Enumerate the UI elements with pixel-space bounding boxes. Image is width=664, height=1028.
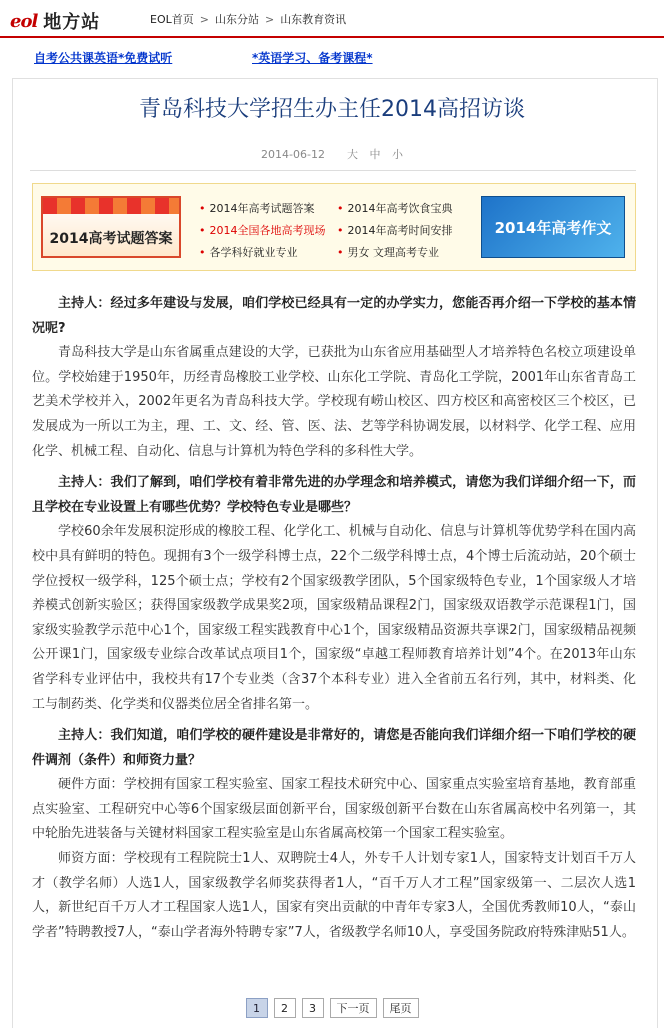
ad-link[interactable]: • 2014年高考试题答案 <box>199 202 315 215</box>
bullet-icon: • <box>199 202 206 215</box>
pagination <box>0 998 664 1018</box>
breadcrumb <box>150 11 346 27</box>
banner-stripe <box>43 198 179 214</box>
ad-box <box>32 183 636 271</box>
bullet-icon: • <box>337 246 344 259</box>
last-page-button[interactable]: 尾页 <box>383 998 419 1018</box>
question-paragraph: 主持人：我们了解到，咱们学校有着非常先进的办学理念和培养模式，请您为我们详细介绍一下，而且学校在专业设置上有哪些优势？学校特色专业是哪些？ <box>32 475 636 515</box>
page-3-button[interactable]: 3 <box>302 998 324 1018</box>
ad-link[interactable]: • 各学科好就业专业 <box>199 246 298 259</box>
font-size-medium[interactable]: 中 <box>369 148 381 161</box>
answer-paragraph: 学校60余年发展积淀形成的橡胶工程、化学化工、机械与自动化、信息与计算机等优势学科在国内高校中具有鲜明的特色。现拥有3个一级学科博士点，22个二级学科博士点，4个博士后流动站，20个硕士学位授权一级学科，125个硕士点；学校有2个国家级教学团队，5个国家级特色专业，1个国家级人才培养模式创新实验区；获得国家级教学成果奖2项，国家级精品课程2门，国家级双语教学示范课程1门，国家级实验教学示范中心1个，国家级工程实践教育中心1个，国家级精品资源共享课2门，国家级精品视频公开课1门，国家级专业综合改革试点项目1个，国家级“卓越工程师教育培养计划”4个。在2013年山东省学科专业评估中，我校共有17个专业类（含37个本科专业）进入全省前五名行列，其中，材料类、化工与制药类、化学类和仪器类位居全省排名第一。 <box>32 524 636 712</box>
next-page-button[interactable]: 下一页 <box>330 998 377 1018</box>
article-body <box>32 292 636 945</box>
promo-link-english[interactable]: 自考公共课英语*免费试听 <box>34 51 173 65</box>
bullet-icon: • <box>199 224 206 237</box>
breadcrumb-branch[interactable]: 山东分站 <box>214 13 259 26</box>
promo-bar <box>0 46 664 72</box>
logo-text: 地方站 <box>43 12 101 33</box>
ad-link[interactable]: • 2014年高考时间安排 <box>337 224 453 237</box>
site-header <box>0 0 664 38</box>
bullet-icon: • <box>337 224 344 237</box>
ad-banner-answers[interactable] <box>41 196 181 258</box>
ad-banner-essay[interactable] <box>481 196 625 258</box>
page-1-button[interactable]: 1 <box>246 998 268 1018</box>
chevron-right-icon: > <box>199 12 209 26</box>
site-logo[interactable] <box>10 8 100 34</box>
ad-link[interactable]: • 2014年高考饮食宝典 <box>337 202 453 215</box>
page-2-button[interactable]: 2 <box>274 998 296 1018</box>
font-size-small[interactable]: 小 <box>391 148 403 161</box>
ad-banner-essay-label: 2014年高考作文 <box>494 219 612 237</box>
answer-paragraph: 青岛科技大学是山东省属重点建设的大学，已获批为山东省应用基础型人才培养特色名校立项建设单位。学校始建于1950年，历经青岛橡胶工业学校、山东化工学院、青岛化工学院，2001年山东省青岛工艺美术学校并入，2002年更名为青岛科技大学。学校现有崂山校区、四方校区和高密校区三个校区，已发展成为一所以工为主，理、工、文、经、管、医、法、艺等学科协调发展，以材料学、化学工程、应用化学、机械工程、自动化、信息与计算机为特色学科的多科性大学。 <box>32 345 636 459</box>
answer-paragraph: 师资方面：学校现有工程院院士1人、双聘院士4人，外专千人计划专家1人，国家特支计划百千万人才（教学名师）人选1人，国家级教学名师奖获得者1人，“百千万人才工程”国家级第一、二层次人选1人，新世纪百千万人才工程国家人选1人，国家有突出贡献的中青年专家3人，全国优秀教师10人，“泰山学者”特聘教授7人，“泰山学者海外特聘专家”7人，省级教学名师10人，享受国务院政府特殊津贴51人。 <box>32 851 636 940</box>
ad-link[interactable]: • 男女 文理高考专业 <box>337 246 439 259</box>
article-title: 青岛科技大学招生办主任2014高招访谈 <box>139 97 525 122</box>
question-paragraph: 主持人：我们知道，咱们学校的硬件建设是非常好的，请您是否能向我们详细介绍一下咱们学校的硬件调剂（条件）和师资力量？ <box>32 728 636 768</box>
ad-banner-answers-label: 2014高考试题答案 <box>49 231 173 247</box>
promo-link-courses[interactable]: *英语学习、备考课程* <box>252 51 373 65</box>
font-size-large[interactable]: 大 <box>346 148 358 161</box>
answer-paragraph: 硬件方面：学校拥有国家工程实验室、国家工程技术研究中心、国家重点实验室培育基地，教育部重点实验室、工程研究中心等6个国家级层面创新平台，国家级创新平台数在山东省属高校中名列第一，其中轮胎先进装备与关键材料国家工程实验室是山东省属高校第一个国家工程实验室。 <box>32 777 636 842</box>
bullet-icon: • <box>337 202 344 215</box>
article-meta <box>0 146 664 162</box>
logo-mark: eol <box>10 10 38 32</box>
article-date: 2014-06-12 <box>261 148 325 161</box>
chevron-right-icon: > <box>264 12 275 26</box>
breadcrumb-home[interactable]: EOL首页 <box>150 13 194 26</box>
question-paragraph: 主持人：经过多年建设与发展，咱们学校已经具有一定的办学实力，您能否再介绍一下学校的基本情况呢? <box>32 296 636 336</box>
breadcrumb-news[interactable]: 山东教育资讯 <box>280 13 347 26</box>
title-divider <box>30 170 636 171</box>
bullet-icon: • <box>199 246 206 259</box>
ad-link[interactable]: • 2014全国各地高考现场 <box>199 224 326 237</box>
